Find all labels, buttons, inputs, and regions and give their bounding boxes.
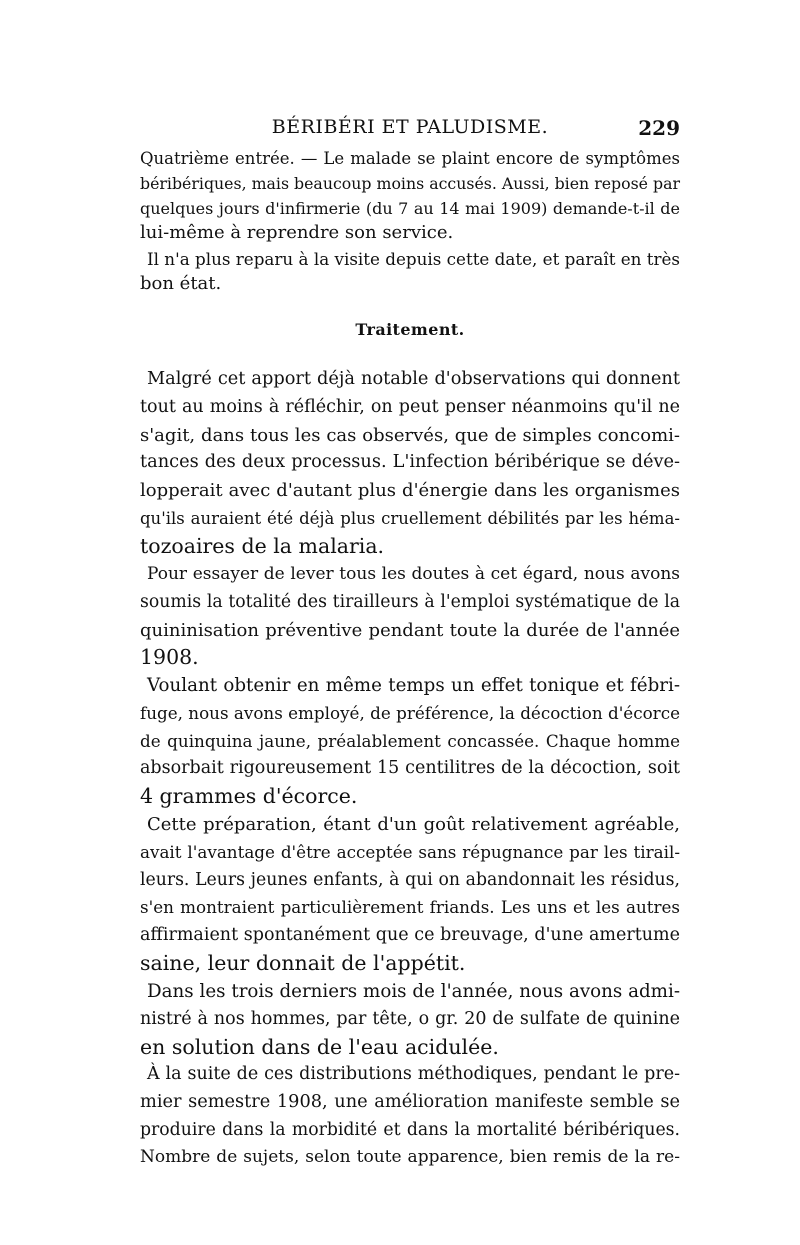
text-line: quelques jours d'infirmerie (du 7 au 14 mai 1909) demande-t-il de	[140, 198, 680, 218]
text-line: produire dans la morbidité et dans la mortalité béribériques.	[140, 1119, 680, 1140]
text-line: s'agit, dans tous les cas observés, que de simples concomi-	[140, 424, 680, 446]
text-line: bon état.	[140, 272, 222, 294]
text-line: saine, leur donnait de l'appétit.	[140, 950, 466, 975]
text-line: 4 grammes d'écorce.	[140, 784, 358, 809]
text-line: absorbait rigoureusement 15 centilitres de la décoction, soit	[140, 758, 680, 779]
text-line: Cette préparation, étant d'un goût relativement agréable,	[147, 814, 680, 835]
body-paragraph-2	[140, 561, 680, 672]
running-head	[140, 116, 680, 144]
text-line: lopperait avec d'autant plus d'énergie dans les organismes	[140, 480, 680, 502]
text-line: soumis la totalité des tirailleurs à l'emploi systématique de la	[140, 591, 680, 612]
body-paragraph-5	[140, 978, 680, 1061]
page-number: 229	[638, 116, 680, 140]
text-line: fuge, nous avons employé, de préférence, la décoction d'écorce	[140, 702, 680, 723]
text-line: de quinquina jaune, préalablement concassée. Chaque homme	[140, 730, 680, 751]
section-heading: Traitement.	[355, 320, 465, 339]
text-line: leurs. Leurs jeunes enfants, à qui on abandonnait les résidus,	[140, 869, 680, 890]
text-line: nistré à nos hommes, par tête, o gr. 20 de sulfate de quinine	[140, 1008, 680, 1029]
text-line: quininisation préventive pendant toute la durée de l'année	[140, 619, 680, 641]
body-paragraph-3	[140, 672, 680, 811]
body-paragraph-6	[140, 1061, 680, 1172]
text-line: mier semestre 1908, une amélioration manifeste semble se	[140, 1091, 680, 1112]
text-line: avait l'avantage d'être acceptée sans répugnance par les tirail-	[140, 841, 680, 862]
text-line: Dans les trois derniers mois de l'année, nous avons admi-	[147, 981, 680, 1002]
text-line: béribériques, mais beaucoup moins accusés. Aussi, bien reposé par	[140, 173, 681, 193]
text-line: Il n'a plus reparu à la visite depuis cette date, et paraît en très	[147, 249, 681, 269]
intro-paragraph-2	[140, 247, 680, 297]
text-line: Nombre de sujets, selon toute apparence, bien remis de la re-	[140, 1147, 680, 1168]
text-line: Voulant obtenir en même temps un effet tonique et fébri-	[147, 675, 680, 696]
text-line: Pour essayer de lever tous les doutes à cet égard, nous avons	[147, 564, 680, 584]
text-line: 1908.	[140, 645, 199, 670]
text-line: À la suite de ces distributions méthodiques, pendant le pre-	[147, 1064, 680, 1084]
body-paragraph-4	[140, 811, 680, 978]
text-line: tances des deux processus. L'infection béribérique se déve-	[140, 452, 680, 473]
text-line: s'en montraient particulièrement friands. Les uns et les autres	[140, 897, 680, 918]
intro-paragraph-1	[140, 147, 680, 246]
text-line: Quatrième entrée. — Le malade se plaint encore de symptômes	[140, 149, 680, 168]
text-line: en solution dans de l'eau acidulée.	[140, 1034, 499, 1059]
body-paragraph-1	[140, 366, 680, 561]
text-line: affirmaient spontanément que ce breuvage, d'une amertume	[140, 925, 680, 946]
running-title: BÉRIBÉRI ET PALUDISME.	[271, 116, 549, 138]
text-line: tout au moins à réfléchir, on peut penser néanmoins qu'il ne	[140, 396, 680, 417]
text-line: Malgré cet apport déjà notable d'observations qui donnent	[147, 369, 680, 389]
text-line: lui-même à reprendre son service.	[140, 222, 454, 244]
text-line: tozoaires de la malaria.	[140, 533, 385, 558]
text-line: qu'ils auraient été déjà plus cruellement débilités par les héma-	[140, 508, 680, 528]
